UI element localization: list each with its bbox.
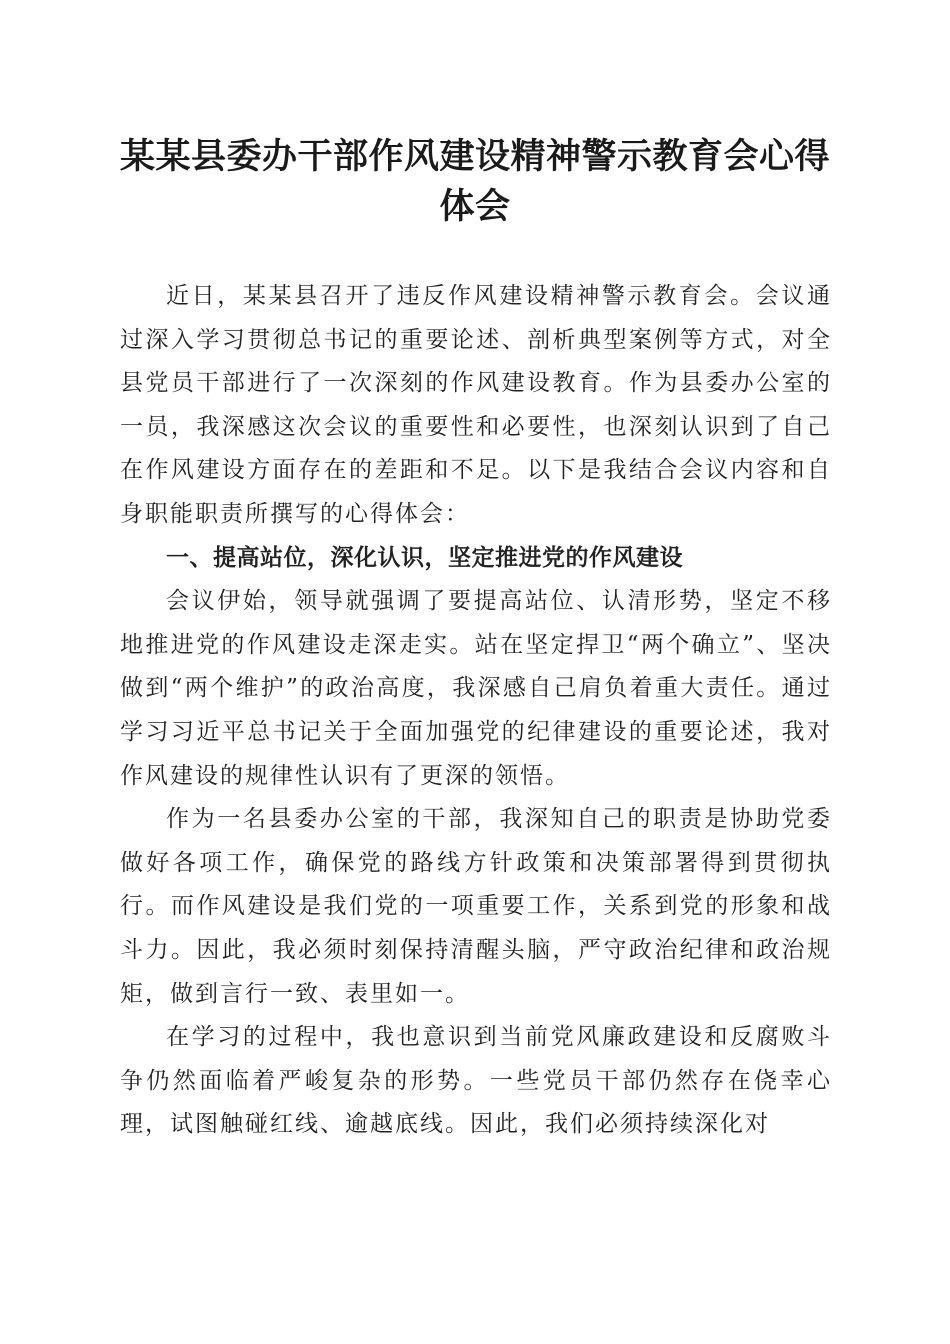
paragraph-section1-1: 会议伊始，领导就强调了要提高站位、认清形势，坚定不移地推进党的作风建设走深走实。站在坚定捍卫“两个确立”、坚决做到“两个维护”的政治高度，我深感自己肩负着重大责任。通过学习习近平总书记关于全面加强党的纪律建设的重要论述，我对作风建设的规律性认识有了更深的领悟。 (120, 588, 832, 789)
document-title: 某某县委办干部作风建设精神警示教育会心得体会 (119, 136, 830, 227)
paragraph-intro: 近日，某某县召开了违反作风建设精神警示教育会。会议通过深入学习贯彻总书记的重要论述、剖析典型案例等方式，对全县党员干部进行了一次深刻的作风建设教育。作为县委办公室的一员，我深感这次会议的重要性和必要性，也深刻认识到了自己在作风建设方面存在的差距和不足。以下是我结合会议内容和自身职能职责所撰写的心得体会： (120, 283, 832, 527)
section-heading-1: 一、提高站位，深化认识，坚定推进党的作风建设 (166, 544, 683, 571)
paragraph-section1-3: 在学习的过程中，我也意识到当前党风廉政建设和反腐败斗争仍然面临着严峻复杂的形势。一些党员干部仍然存在侥幸心理，试图触碰红线、逾越底线。因此，我们必须持续深化对 (120, 1024, 832, 1138)
document-body (120, 275, 832, 1147)
paragraph-section1-2: 作为一名县委办公室的干部，我深知自己的职责是协助党委做好各项工作，确保党的路线方针政策和决策部署得到贯彻执行。而作风建设是我们党的一项重要工作，关系到党的形象和战斗力。因此，我必须时刻保持清醒头脑，严守政治纪律和政治规矩，做到言行一致、表里如一。 (120, 806, 832, 1007)
